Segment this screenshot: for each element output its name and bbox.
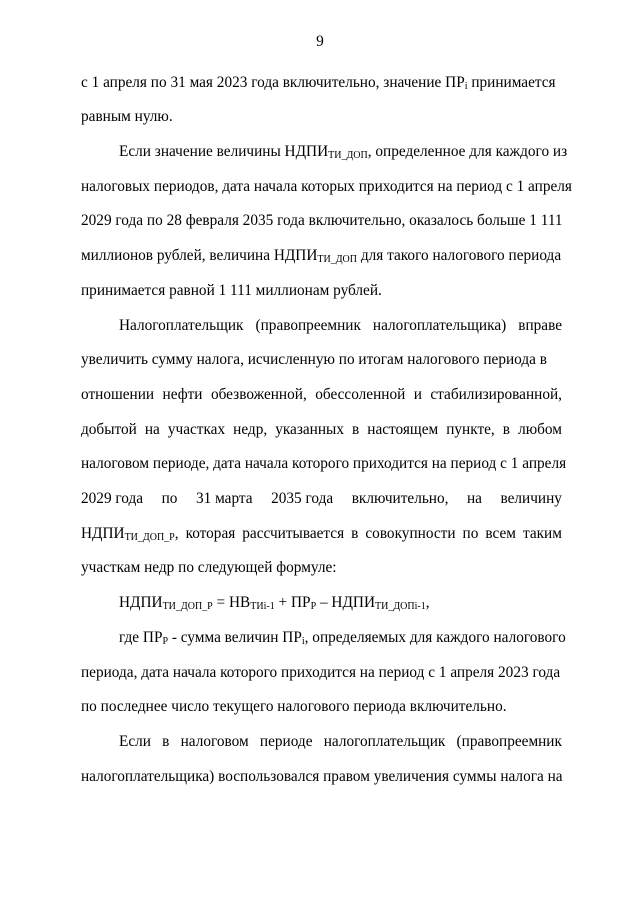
text-line-13	[81, 490, 562, 508]
text-run: принимается	[467, 74, 556, 91]
word: по	[462, 525, 479, 542]
word: обессоленной	[315, 386, 406, 403]
text-run: где ПР	[119, 629, 163, 646]
text-run: с 1 апреля по 31 мая 2023 года включительно, значение ПР	[81, 74, 465, 91]
subscript: ТИ_ДОП	[317, 254, 358, 265]
word: Если	[119, 733, 151, 750]
formula	[119, 594, 562, 612]
word: таким	[522, 525, 562, 542]
subscript: ТИi-1	[250, 601, 275, 612]
subscript: ТИ_ДОПi-1	[375, 601, 426, 612]
formula-part: – НДПИ	[316, 594, 375, 611]
text-line-8	[119, 317, 562, 335]
word: пункте,	[446, 421, 495, 438]
word: рассчитывается	[242, 525, 345, 542]
text-line-9: увеличить сумму налога, исчисленную по итогам налогового периода в	[81, 351, 548, 368]
word: налогоплательщика)	[372, 317, 507, 334]
word: 31 марта	[195, 490, 253, 507]
formula-part: = НВ	[212, 594, 251, 611]
text-line-15: участкам недр по следующей формуле:	[81, 559, 337, 576]
word: вправе	[518, 317, 562, 334]
word: которая	[185, 525, 236, 542]
text-line-10	[81, 386, 562, 404]
word: участках	[167, 421, 226, 438]
text-fragment	[119, 629, 566, 647]
word: по	[161, 490, 178, 507]
subscript: ТИ_ДОП_Р	[124, 532, 175, 543]
formula-part: НДПИ	[119, 594, 163, 611]
word: недр,	[233, 421, 268, 438]
subscript: i	[464, 81, 468, 92]
text-run: , определенное для каждого из	[367, 143, 568, 160]
text-run: НДПИ	[81, 525, 125, 542]
formula-part: + ПР	[274, 594, 311, 611]
subscript: i	[301, 636, 305, 647]
text-line-7: принимается равной 1 111 миллионам рублей.	[81, 282, 382, 299]
word: (правопреемник	[456, 733, 562, 750]
text-line-5: 2029 года по 28 февраля 2035 года включительно, оказалось больше 1 111	[81, 212, 563, 229]
word: всем	[485, 525, 516, 542]
text-line-18: периода, дата начала которого приходится на период с 1 апреля 2023 года	[81, 664, 561, 681]
text-run: ,	[174, 525, 179, 542]
text-line-21: налогоплательщика) воспользовался правом увеличения суммы налога на	[81, 768, 563, 785]
word: нефти	[162, 386, 203, 403]
word: и	[413, 386, 422, 403]
word: (правопреемник	[255, 317, 361, 334]
word: в	[352, 421, 360, 438]
word: на	[466, 490, 482, 507]
word: Налогоплательщик	[119, 317, 244, 334]
text-run: для такого налогового периода	[357, 247, 562, 264]
text-line-1	[81, 74, 562, 92]
page-number: 9	[316, 33, 324, 50]
word: на	[144, 421, 160, 438]
word: любом	[518, 421, 562, 438]
text-line-4: налоговых периодов, дата начала которых приходится на период с 1 апреля	[81, 178, 572, 195]
word: включительно,	[351, 490, 449, 507]
text-line-20	[119, 733, 562, 751]
word	[81, 525, 179, 543]
word: в	[162, 733, 170, 750]
text-run: , определяемых для каждого налогового	[304, 629, 566, 646]
subscript: ТИ_ДОП_Р	[162, 601, 213, 612]
word: величину	[500, 490, 562, 507]
text-line-6	[81, 247, 562, 265]
word: 2029 года	[81, 490, 144, 507]
word: в	[502, 421, 511, 438]
word: налоговом	[180, 733, 249, 750]
text-run: - сумма величин ПР	[168, 629, 302, 646]
text-fragment	[81, 74, 556, 92]
formula-part: ,	[425, 594, 430, 611]
text-line-19: по последнее число текущего налогового периода включительно.	[81, 698, 507, 715]
word: стабилизированной,	[430, 386, 562, 403]
word: совокупности	[365, 525, 456, 542]
text-fragment	[119, 143, 567, 161]
word: 2035 года	[271, 490, 334, 507]
text-line-2: равным нулю.	[81, 108, 173, 125]
word: в	[351, 525, 359, 542]
word: периоде	[259, 733, 313, 750]
text-line-3	[119, 143, 568, 161]
text-line-12: налоговом периоде, дата начала которого приходится на период с 1 апреля	[81, 455, 567, 472]
word: обезвоженной,	[210, 386, 307, 403]
subscript: Р	[310, 601, 317, 612]
text-line-17	[119, 629, 566, 647]
text-run: миллионов рублей, величина НДПИ	[81, 247, 318, 264]
text-line-14	[81, 525, 562, 543]
subscript: Р	[162, 636, 169, 647]
text-line-11	[81, 421, 562, 439]
text-run: Если значение величины НДПИ	[119, 143, 329, 160]
word: добытой	[81, 421, 137, 438]
word: настоящем	[367, 421, 439, 438]
subscript: ТИ_ДОП	[328, 150, 368, 161]
word: указанных	[275, 421, 344, 438]
word: отношении	[81, 386, 155, 403]
word: налогоплательщик	[323, 733, 446, 750]
